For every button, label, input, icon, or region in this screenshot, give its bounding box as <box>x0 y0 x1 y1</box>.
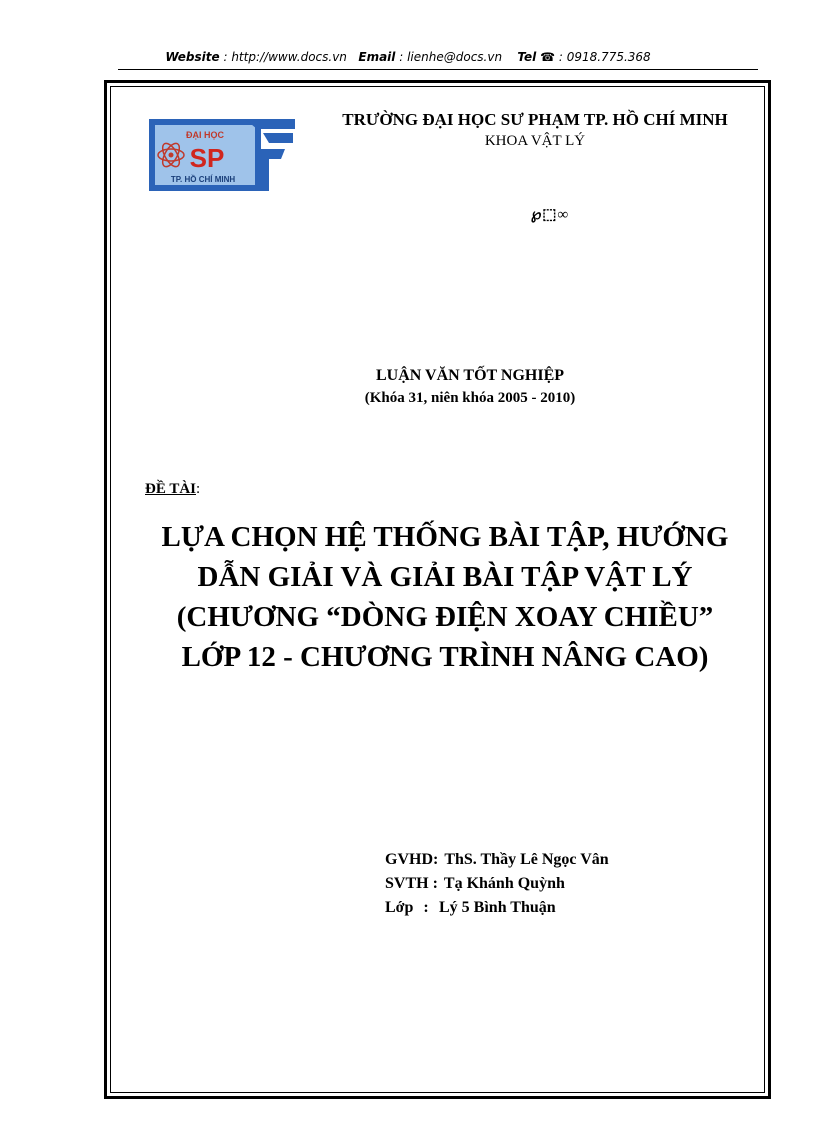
page-header <box>0 50 816 64</box>
department-name: KHOA VẬT LÝ <box>484 133 586 149</box>
ornament-glyphs: ℘⬚∞ <box>530 207 570 223</box>
title-line: DẪN GIẢI VÀ GIẢI BÀI TẬP VẬT LÝ <box>197 561 693 593</box>
svg-text:SP: SP <box>189 143 225 173</box>
phone-icon: ☎ <box>540 50 556 64</box>
class-row: Lớp : Lý 5 Bình Thuận <box>385 896 609 920</box>
website-label: Website <box>165 50 220 64</box>
advisor-value: ThS. Thầy Lê Ngọc Vân <box>444 851 609 868</box>
email-label: Email <box>358 50 396 64</box>
phone-number: : 0918.775.368 <box>558 50 651 64</box>
student-row: SVTH : Tạ Khánh Quỳnh <box>385 872 609 896</box>
website-url[interactable]: : http://www.docs.vn <box>223 50 347 64</box>
university-logo <box>145 113 295 195</box>
topic-label-colon: : <box>196 481 201 497</box>
topic-label <box>145 481 200 498</box>
svg-text:TP. HỒ CHÍ MINH: TP. HỒ CHÍ MINH <box>170 175 236 184</box>
author-info <box>385 848 609 920</box>
advisor-row: GVHD : ThS. Thầy Lê Ngọc Vân <box>385 848 609 872</box>
topic-label-text: ĐỀ TÀI <box>145 481 196 497</box>
title-line: (CHƯƠNG “DÒNG ĐIỆN XOAY CHIỀU” <box>176 601 714 633</box>
university-name: TRƯỜNG ĐẠI HỌC SƯ PHẠM TP. HỒ CHÍ MINH <box>342 110 728 129</box>
class-value: Lý 5 Bình Thuận <box>439 899 556 916</box>
title-line: LỰA CHỌN HỆ THỐNG BÀI TẬP, HƯỚNG <box>161 521 729 553</box>
tel-label: Tel <box>517 50 537 64</box>
thesis-title <box>120 517 770 677</box>
title-line: LỚP 12 - CHƯƠNG TRÌNH NÂNG CAO) <box>181 641 709 673</box>
advisor-label: GVHD <box>385 851 433 868</box>
student-value: Tạ Khánh Quỳnh <box>443 875 565 892</box>
svg-text:ĐẠI HỌC: ĐẠI HỌC <box>186 130 224 140</box>
course-info: (Khóa 31, niên khóa 2005 - 2010) <box>364 390 576 406</box>
header-divider <box>118 69 758 70</box>
class-label: Lớp <box>385 899 414 916</box>
email-address[interactable]: : lienhe@docs.vn <box>399 50 503 64</box>
student-label: SVTH <box>385 875 429 892</box>
thesis-type: LUẬN VĂN TỐT NGHIỆP <box>375 367 565 384</box>
